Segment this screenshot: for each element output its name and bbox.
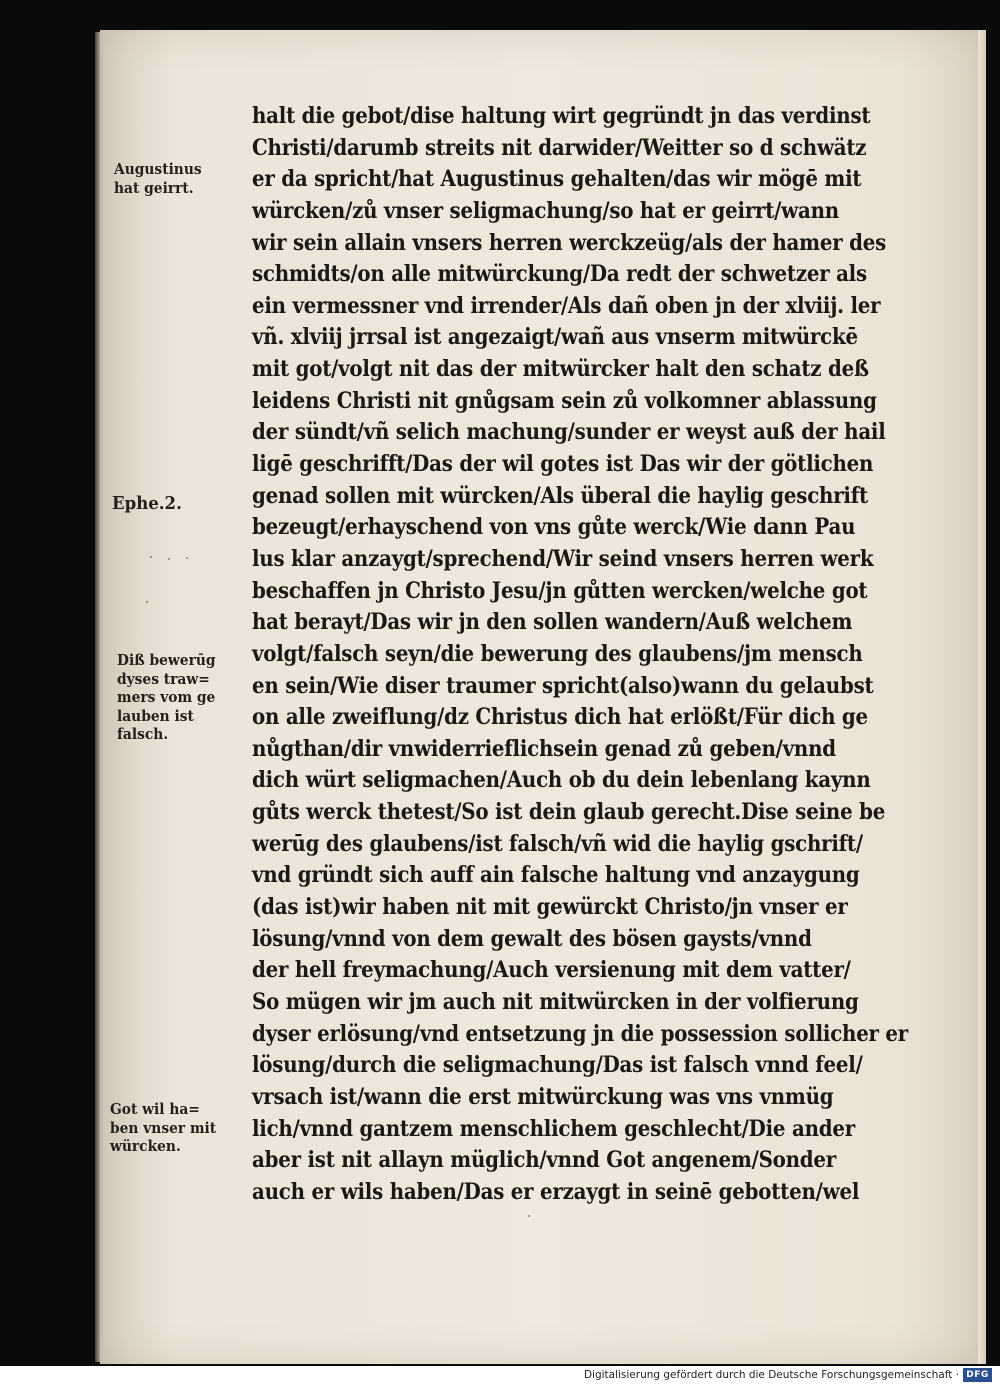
text-line: (das ist)wir haben nit mit gewürckt Christo/jn vnser er <box>252 894 848 921</box>
text-line: volgt/falsch seyn/die bewerung des glaubens/jm mensch <box>252 640 863 667</box>
text-line: nůgthan/dir vnwiderrieflichsein genad zů geben/vnnd <box>252 735 836 762</box>
text-line: der hell freymachung/Auch versienung mit dem vatter/ <box>252 957 851 984</box>
text-line: auch er wils haben/Das er erzaygt in seinē gebotten/wel <box>252 1178 860 1205</box>
margin-note-line: Got wil ha= <box>110 1100 200 1118</box>
text-line: leidens Christi nit gnůgsam sein zů volkomner ablassung <box>252 387 877 414</box>
text-line: lus klar anzaygt/sprechend/Wir seind vnsers herren werk <box>252 545 874 572</box>
text-line: lich/vnnd gantzem menschlichem geschlecht/Die ander <box>252 1115 855 1142</box>
paper-speck <box>186 557 188 559</box>
paper-speck <box>528 1215 530 1217</box>
text-line: beschaffen jn Christo Jesu/jn gůtten wercken/welche got <box>252 577 868 604</box>
margin-note-line: mers vom ge <box>117 688 216 706</box>
body-text <box>252 101 909 1208</box>
text-line: lösung/durch die seligmachung/Das ist falsch vnnd feel/ <box>252 1052 863 1079</box>
text-line: werūg des glaubens/ist falsch/vñ wid die haylig gschrift/ <box>252 830 863 857</box>
text-line: hat berayt/Das wir jn den sollen wandern/Auß welchem <box>252 609 853 636</box>
text-line: vnd gründt sich auff ain falsche haltung vnd anzaygung <box>252 862 860 889</box>
margin-note-line: Diß bewerūg <box>117 651 216 669</box>
text-line: Christi/darumb streits nit darwider/Weitter so d schwätz <box>252 134 867 161</box>
footer-credit: Digitalisierung gefördert durch die Deutsche Forschungsgemeinschaft · <box>583 1369 959 1381</box>
text-line: dich würt seligmachen/Auch ob du dein lebenlang kaynn <box>252 767 871 794</box>
text-line: aber ist nit allayn müglich/vnnd Got angenem/Sonder <box>252 1147 837 1174</box>
text-line: würcken/zů vnser seligmachung/so hat er geirrt/wann <box>252 197 839 224</box>
page-right-edge <box>978 30 986 1364</box>
text-line: er da spricht/hat Augustinus gehalten/das wir mögē mit <box>252 166 862 193</box>
margin-note-line: hat geirrt. <box>114 178 194 197</box>
text-line: dyser erlösung/vnd entsetzung jn die possession sollicher er <box>252 1020 909 1047</box>
margin-note-line: falsch. <box>117 725 169 743</box>
paper-speck <box>150 556 152 558</box>
text-line: ein vermessner vnd irrender/Als dañ oben jn der xlviij. ler <box>252 292 881 319</box>
paper-speck <box>168 558 170 560</box>
margin-note-ephe <box>112 495 182 514</box>
text-line: en sein/Wie diser traumer spricht(also)wann du gelaubst <box>252 672 874 699</box>
text-line: ligē geschrifft/Das der wil gotes ist Das wir der götlichen <box>252 451 874 478</box>
text-line: vñ. xlviij jrrsal ist angezaigt/wañ aus vnserm mitwürckē <box>252 324 858 351</box>
text-line: bezeugt/erhayschend von vns gůte werck/Wie dann Pau <box>252 514 856 541</box>
text-line: genad sollen mit würcken/Als überal die haylig geschrift <box>252 482 868 509</box>
margin-note-line: Ephe.2. <box>112 493 182 514</box>
text-line: halt die gebot/dise haltung wirt gegründt jn das verdinst <box>252 103 871 129</box>
margin-note-line: Augustinus <box>114 160 202 178</box>
margin-note-bewerung <box>117 651 216 744</box>
margin-note-line: dyses traw= <box>117 669 210 688</box>
text-line: So mügen wir jm auch nit mitwürcken in der volfierung <box>252 988 859 1015</box>
margin-note-line: würcken. <box>110 1137 181 1155</box>
margin-note-line: ben vnser mit <box>110 1118 217 1137</box>
margin-note-got <box>110 1100 216 1156</box>
text-line: schmidts/on alle mitwürckung/Da redt der schwetzer als <box>252 261 867 288</box>
paper-speck <box>146 601 148 603</box>
text-line: on alle zweiflung/dz Christus dich hat erlößt/Für dich ge <box>252 704 868 731</box>
dfg-logo: DFG <box>963 1368 992 1382</box>
text-line: gůts werck thetest/So ist dein glaub gerecht.Dise seine be <box>252 799 886 826</box>
text-line: der sündt/vñ selich machung/sunder er weyst auß der hail <box>252 419 886 446</box>
margin-note-line: lauben ist <box>117 706 194 725</box>
text-line: lösung/vnnd von dem gewalt des bösen gaysts/vnnd <box>252 925 812 952</box>
margin-note-augustinus <box>114 160 202 197</box>
text-line: mit got/volgt nit das der mitwürcker halt den schatz deß <box>252 356 869 383</box>
text-line: wir sein allain vnsers herren werckzeüg/als der hamer des <box>252 229 887 256</box>
text-line: vrsach ist/wann die erst mitwürckung was vns vnmüg <box>252 1083 834 1110</box>
